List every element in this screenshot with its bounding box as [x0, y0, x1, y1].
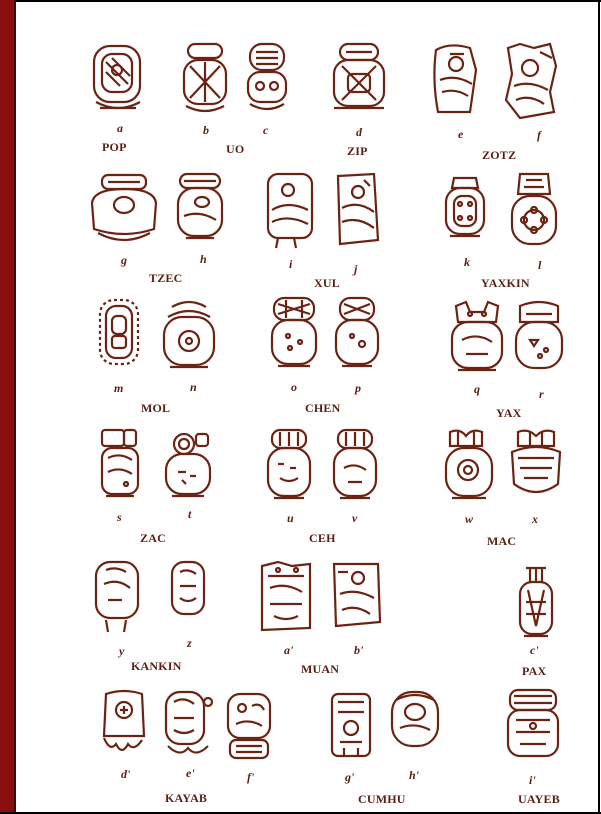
month-yaxkin: YAXKIN [481, 276, 530, 290]
glyph-chen-o [268, 296, 320, 374]
glyph-mac-x [508, 428, 564, 506]
glyph-ceh-u [264, 428, 314, 506]
glyph-muan-a2 [256, 558, 316, 636]
glyph-tzec-g [88, 173, 160, 251]
letter-g: g [121, 253, 127, 267]
letter-x: x [532, 512, 538, 526]
letter-g-prime: g' [345, 770, 355, 784]
letter-f-prime: f' [247, 770, 255, 784]
month-pop: POP [102, 140, 127, 154]
glyph-ceh-v [330, 428, 380, 506]
letter-q: q [474, 382, 480, 396]
month-kankin: KANKIN [131, 659, 182, 673]
glyph-tzec-h [172, 172, 228, 246]
glyph-kayab-d2 [96, 688, 152, 760]
letter-y: y [119, 644, 125, 658]
glyph-mol-n [160, 297, 218, 373]
letter-d-prime: d' [121, 767, 131, 781]
glyph-kankin-z [168, 558, 208, 622]
month-mol: MOL [141, 401, 171, 415]
letter-v: v [352, 511, 358, 525]
glyph-mac-w [442, 428, 498, 504]
letter-u: u [287, 511, 294, 525]
month-yax: YAX [496, 406, 522, 420]
letter-b: b [203, 123, 209, 137]
letter-n: n [190, 380, 197, 394]
left-red-border [0, 0, 14, 814]
letter-j: j [354, 262, 358, 276]
glyph-zip-d [330, 42, 388, 118]
glyph-zotz-e [430, 40, 482, 120]
left-border-line [14, 0, 16, 814]
letter-f: f [537, 128, 541, 142]
letter-k: k [464, 255, 470, 269]
month-zip: ZIP [347, 144, 368, 158]
month-mac: MAC [487, 534, 517, 548]
glyph-yax-r [512, 298, 566, 376]
letter-w: w [465, 512, 474, 526]
glyph-pop-a [90, 42, 146, 117]
glyph-yax-q [448, 300, 506, 376]
letter-c-prime: c' [530, 643, 539, 657]
letter-a: a [117, 121, 123, 135]
letter-l: l [538, 258, 542, 272]
glyph-muan-b2 [328, 558, 384, 634]
letter-p: p [355, 381, 361, 395]
month-kayab: KAYAB [165, 791, 208, 805]
glyph-uo-b [180, 40, 230, 120]
letter-z: z [187, 636, 192, 650]
month-cumhu: CUMHU [358, 792, 406, 806]
glyph-pax-c2 [516, 566, 556, 642]
month-uayeb: UAYEB [518, 792, 560, 806]
letter-s: s [117, 510, 122, 524]
letter-d: d [356, 125, 362, 139]
glyph-kankin-y [92, 558, 142, 636]
letter-o: o [291, 380, 297, 394]
month-xul: XUL [314, 276, 340, 290]
glyph-xul-i [264, 170, 320, 250]
month-tzec: TZEC [149, 271, 183, 285]
letter-r: r [539, 387, 544, 401]
month-pax: PAX [522, 664, 547, 678]
glyph-uayeb-i2 [504, 688, 562, 764]
month-muan: MUAN [301, 662, 340, 676]
glyph-uo-c [244, 40, 290, 118]
letter-e-prime: e' [186, 766, 195, 780]
letter-e: e [458, 127, 464, 141]
glyph-zotz-f [500, 40, 560, 124]
letter-h-prime: h' [409, 768, 420, 782]
glyph-zac-t [162, 430, 214, 502]
letter-c: c [263, 123, 269, 137]
letter-b-prime: b' [354, 643, 364, 657]
month-uo: UO [226, 142, 245, 156]
month-zotz: ZOTZ [482, 148, 517, 162]
glyph-zac-s [98, 428, 142, 504]
letter-a-prime: a' [284, 643, 294, 657]
right-border [598, 0, 600, 814]
month-ceh: CEH [309, 531, 336, 545]
glyph-kayab-e2 [160, 688, 216, 762]
glyph-chen-p [332, 296, 382, 374]
glyph-mol-m [96, 296, 142, 370]
glyph-cumhu-g2 [328, 690, 374, 766]
top-border [0, 0, 601, 2]
month-chen: CHEN [305, 401, 341, 415]
glyph-cumhu-h2 [388, 688, 442, 754]
glyph-yaxkin-l [508, 172, 560, 248]
letter-h: h [200, 252, 207, 266]
glyph-xul-j [330, 170, 384, 250]
glyph-yaxkin-k [440, 176, 490, 246]
letter-t: t [188, 507, 192, 521]
letter-i-prime: i' [529, 773, 536, 787]
letter-m: m [114, 381, 124, 395]
letter-i: i [289, 257, 293, 271]
glyph-kayab-f2 [224, 690, 274, 764]
month-zac: ZAC [140, 531, 166, 545]
